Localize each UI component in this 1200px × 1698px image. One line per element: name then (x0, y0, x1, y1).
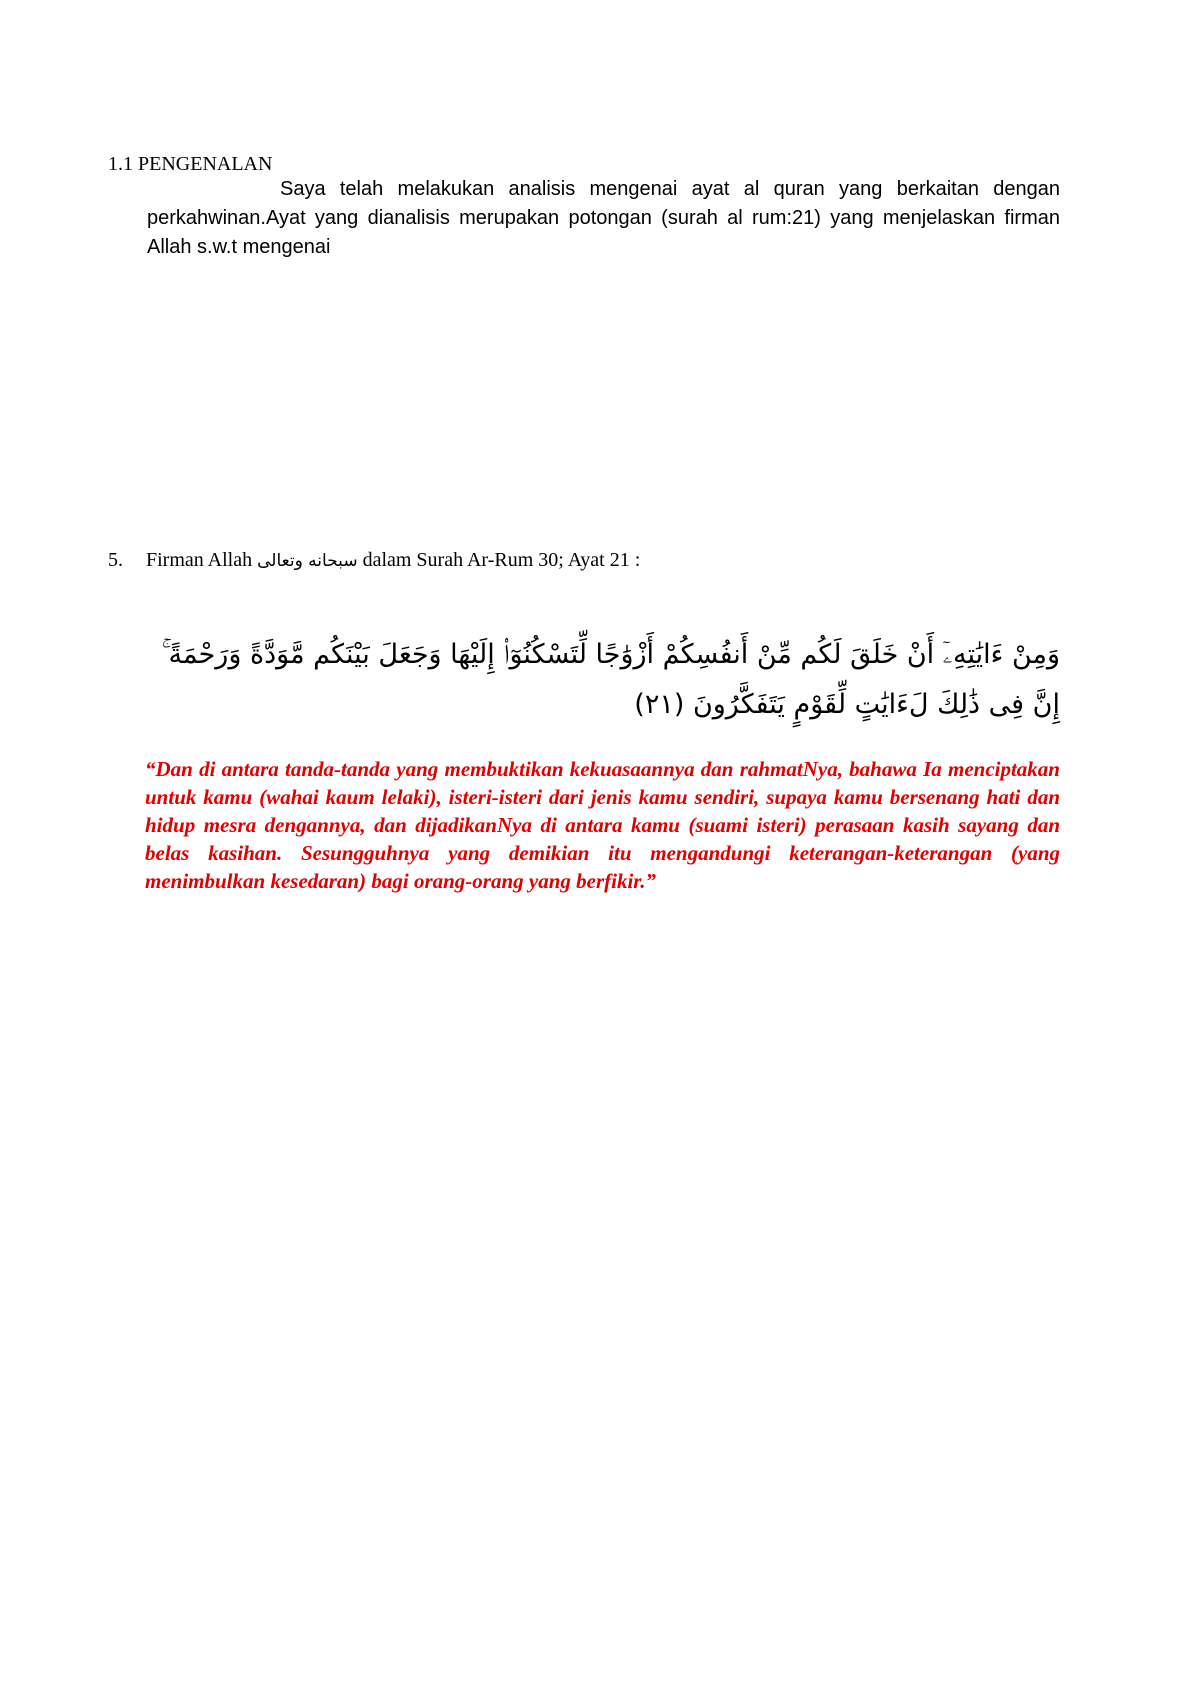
quran-verse: وَمِنْ ءَايَٰتِهِۦٓ أَنْ خَلَقَ لَكُم مِّنْ أَنفُسِكُمْ أَزْوَٰجًا لِّتَسْكُنُوٓا۟ إِلَيْهَا وَجَعَلَ بَيْنَكُم مَّوَدَّةً وَرَحْمَةً ۚ إِنَّ فِى ذَٰلِكَ لَءَايَٰتٍ لِّقَوْمٍ يَتَفَكَّرُونَ (٢١) (161, 639, 1060, 720)
item-text-after: dalam Surah Ar-Rum 30; Ayat 21 : (362, 549, 641, 571)
numbered-item (108, 546, 640, 575)
item-number: 5. (108, 549, 123, 571)
section-heading: 1.1 PENGENALAN (108, 153, 273, 175)
verse-translation: “Dan di antara tanda-tanda yang membuktikan kekuasaannya dan rahmatNya, bahawa Ia menciptakan untuk kamu (wahai kaum lelaki), isteri-isteri dari jenis kamu sendiri, supaya kamu bersenang hati dan hidup mesra dengannya, dan dijadikanNya di antara kamu (suami isteri) perasaan kasih sayang dan belas kasihan. Sesungguhnya yang demikian itu mengandungi keterangan-keterangan (yang menimbulkan kesedaran) bagi orang-orang yang berfikir.” (145, 757, 1060, 893)
arabic-honorific: سبحانه وتعالى (257, 551, 358, 571)
item-text-before: Firman Allah (146, 549, 253, 571)
intro-paragraph: Saya telah melakukan analisis mengenai ayat al quran yang berkaitan dengan perkahwinan.Ayat yang dianalisis merupakan potongan (surah al rum:21) yang menjelaskan firman Allah s.w.t mengenai (147, 178, 1060, 258)
